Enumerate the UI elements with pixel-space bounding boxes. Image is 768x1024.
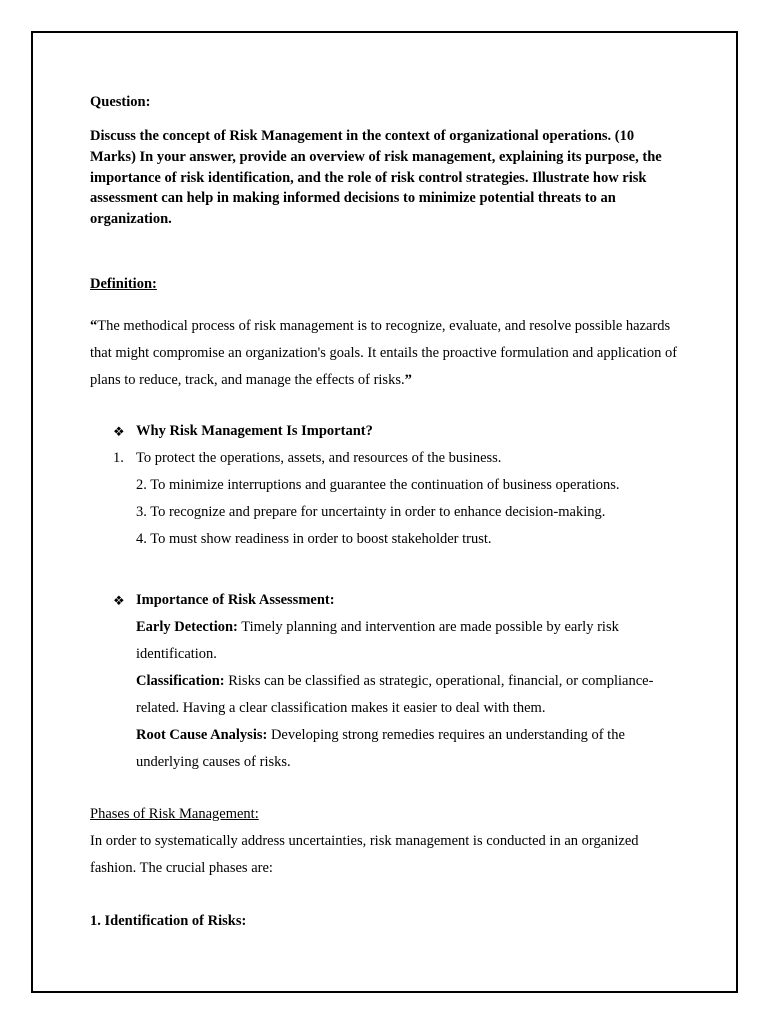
list-item: 2. To minimize interruptions and guarantee the continuation of business operations. [136,477,620,493]
list-item: 4. To must show readiness in order to boost stakeholder trust. [136,531,492,547]
open-quote: “ [90,318,98,334]
diamond-bullet-icon: ❖ [113,593,125,608]
assessment-heading: Importance of Risk Assessment: [136,592,335,608]
question-label: Question: [90,94,151,110]
phase-heading: 1. Identification of Risks: [90,913,247,929]
assessment-text-cont: identification. [136,646,217,662]
assessment-text: Risks can be classified as strategic, operational, financial, or compliance- [224,673,654,689]
question-text: Discuss the concept of Risk Management in the context of organizational operations. (10 Marks) In your answer, provide an overview of risk management, explaining its purpose, the importance of risk identification, and the role of risk control strategies. Illustrate how risk assessment can help in making informed decisions to minimize potential threats to an organization. [90,128,662,228]
list-item: 3. To recognize and prepare for uncertainty in order to enhance decision-making. [136,504,606,520]
definition-text: The methodical process of risk management is to recognize, evaluate, and resolve possible hazards that might compromise an organization's goals. It entails the proactive formulation and application of plans to reduce, track, and manage the effects of risks. [90,318,678,388]
assessment-item [136,727,625,744]
assessment-term: Root Cause Analysis: [136,727,268,743]
close-quote: ” [404,372,412,388]
phases-heading: Phases of Risk Management: [90,806,259,822]
phases-intro: In order to systematically address uncertainties, risk management is conducted in an organized [90,833,639,849]
assessment-text: Timely planning and intervention are made possible by early risk [237,619,619,635]
assessment-term: Early Detection: [136,619,238,635]
definition-body [90,313,680,394]
assessment-text-cont: related. Having a clear classification makes it easier to deal with them. [136,700,546,716]
list-item: To protect the operations, assets, and resources of the business. [136,450,502,466]
assessment-text-cont: underlying causes of risks. [136,754,291,770]
assessment-term: Classification: [136,673,225,689]
assessment-item [136,619,619,636]
phases-intro-cont: fashion. The crucial phases are: [90,860,273,876]
assessment-item [136,673,653,690]
list-item-number: 1. [113,450,124,466]
definition-heading: Definition: [90,276,157,292]
diamond-bullet-icon: ❖ [113,424,125,439]
why-heading: Why Risk Management Is Important? [136,423,373,439]
assessment-text: Developing strong remedies requires an understanding of the [267,727,625,743]
